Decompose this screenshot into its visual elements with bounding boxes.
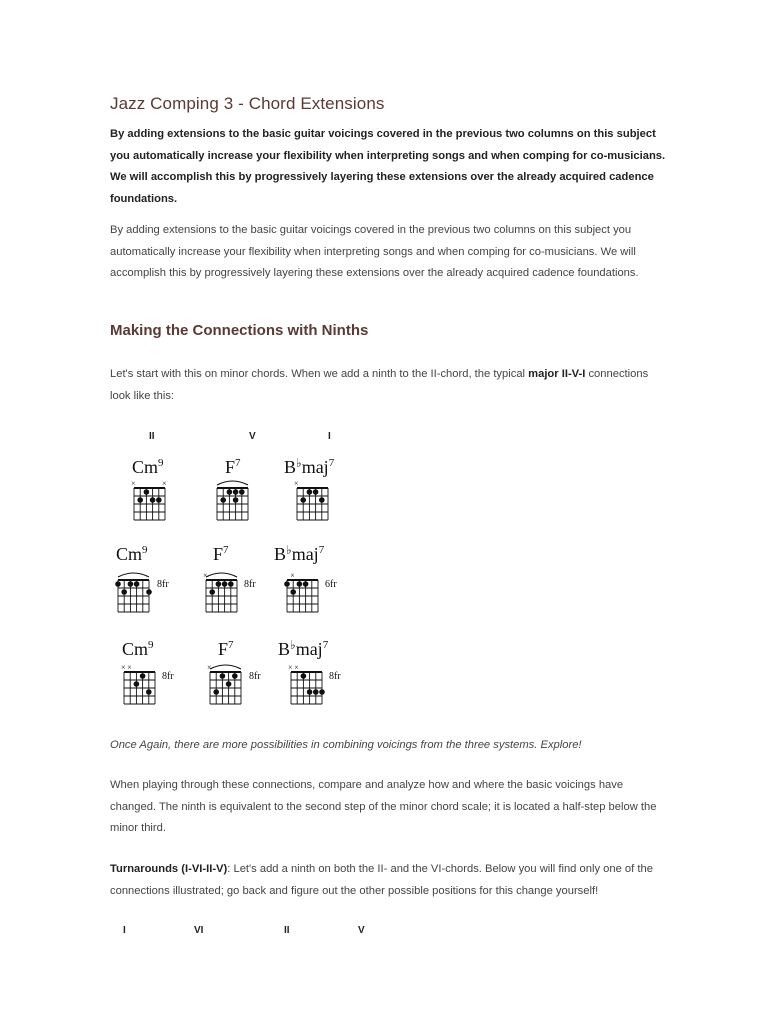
turnarounds-text: : Let's add a ninth on both the II- and the VI-chords. Below you will find only one of the connections illustrated; go back and figure out the other possible positions for this change yourself! [110, 863, 653, 897]
explore-note: Once Again, there are more possibilities in combining voicings from the three systems. Explore! [110, 739, 582, 751]
finger-dot [300, 497, 306, 503]
mute-mark: × [131, 479, 136, 488]
finger-dot [284, 581, 290, 587]
finger-dot [220, 673, 226, 679]
finger-dot [227, 489, 233, 495]
roman-numeral-v-2: V [358, 925, 365, 936]
finger-dot [134, 681, 140, 687]
finger-dot [222, 581, 228, 587]
minor-text-bold: major II-V-I [528, 368, 586, 380]
finger-dot [307, 689, 313, 695]
intro-paragraph: By adding extensions to the basic guitar voicings covered in the previous two columns on this subject you automatically increase your flexibility when interpreting songs and when comping for co-musicians. We will accomplish this by progressively layering these extensions over the already acquired cadence foundations. [110, 224, 639, 280]
roman-numeral-vi: VI [194, 925, 204, 936]
fret-label: 8fr [329, 671, 341, 682]
chord-name: Cm$^9$ [116, 544, 148, 564]
roman-numeral-ii: II [149, 431, 155, 442]
roman-numeral-i: I [328, 431, 331, 442]
finger-dot [213, 689, 219, 695]
mute-mark: × [294, 663, 299, 672]
roman-numeral-i-2: I [123, 925, 126, 936]
fret-label: 8fr [162, 671, 174, 682]
chord-name: Cm$^9$ [132, 457, 164, 477]
finger-dot [146, 689, 152, 695]
finger-dot [134, 581, 140, 587]
finger-dot [307, 489, 313, 495]
mute-mark: × [162, 479, 167, 488]
chord-diagram [217, 457, 248, 520]
chord-diagram [121, 639, 174, 704]
mute-mark: × [294, 479, 299, 488]
finger-dot [233, 489, 239, 495]
chord-diagram [131, 457, 167, 520]
finger-dot [140, 673, 146, 679]
chord-diagram [278, 638, 341, 704]
finger-dot [319, 497, 325, 503]
finger-dot [301, 673, 307, 679]
turnarounds-paragraph [110, 859, 670, 902]
mute-mark: × [290, 571, 295, 580]
minor-text-after: connections look like this: [110, 368, 649, 402]
barre-arc [206, 573, 237, 577]
roman-numeral-ii-2: II [284, 925, 290, 936]
finger-dot [121, 589, 127, 595]
chord-name: $F^7$ [213, 544, 229, 564]
chord-diagram [284, 456, 335, 520]
fret-label: 8fr [157, 579, 169, 590]
chord-name: $F^7$ [225, 457, 241, 477]
chord-diagram [203, 544, 256, 612]
chord-name: Cm$^9$ [122, 639, 154, 659]
intro-bold-paragraph: By adding extensions to the basic guitar voicings covered in the previous two columns on this subject you automatically increase your flexibility when interpreting songs and when comping for co-musicians. We will accomplish this by progressively layering these extensions over the already acquired cadence foundations. [110, 128, 666, 205]
chord-diagram [274, 543, 337, 612]
finger-dot [220, 497, 226, 503]
finger-dot [156, 497, 162, 503]
chord-name: $F^7$ [218, 639, 234, 659]
chord-name: B♭maj$^7$ [274, 543, 325, 564]
finger-dot [319, 689, 325, 695]
fret-label: 6fr [325, 579, 337, 590]
mute-mark: × [207, 663, 212, 672]
chord-name: B♭maj$^7$ [278, 638, 329, 659]
finger-dot [303, 581, 309, 587]
finger-dot [226, 681, 232, 687]
chord-diagram [115, 544, 169, 612]
minor-chords-paragraph [110, 364, 670, 407]
finger-dot [137, 497, 143, 503]
chord-name: B♭maj$^7$ [284, 456, 335, 477]
mute-mark: × [121, 663, 126, 672]
fret-label: 8fr [244, 579, 256, 590]
mute-mark: × [127, 663, 132, 672]
barre-arc [217, 481, 248, 485]
compare-paragraph: When playing through these connections, compare and analyze how and where the basic voicings have changed. The ninth is equivalent to the second step of the minor chord scale; it is located a half-step below the minor third. [110, 779, 657, 835]
finger-dot [233, 497, 239, 503]
mute-mark: × [288, 663, 293, 672]
finger-dot [232, 673, 238, 679]
finger-dot [216, 581, 222, 587]
finger-dot [313, 689, 319, 695]
finger-dot [290, 589, 296, 595]
finger-dot [115, 581, 121, 587]
finger-dot [313, 489, 319, 495]
finger-dot [128, 581, 134, 587]
finger-dot [209, 589, 215, 595]
finger-dot [239, 489, 245, 495]
turnarounds-label: Turnarounds (I-VI-II-V) [110, 863, 228, 875]
finger-dot [144, 489, 150, 495]
barre-arc [118, 573, 149, 577]
roman-numeral-v: V [249, 431, 256, 442]
page-title: Jazz Comping 3 - Chord Extensions [110, 94, 385, 113]
finger-dot [146, 589, 152, 595]
section-heading: Making the Connections with Ninths [110, 322, 369, 339]
chord-diagram [207, 639, 261, 704]
fret-label: 8fr [249, 671, 261, 682]
finger-dot [297, 581, 303, 587]
finger-dot [150, 497, 156, 503]
mute-mark: × [203, 571, 208, 580]
minor-text-before: Let's start with this on minor chords. When we add a ninth to the II-chord, the typical [110, 368, 529, 380]
barre-arc [210, 665, 241, 669]
finger-dot [228, 581, 234, 587]
